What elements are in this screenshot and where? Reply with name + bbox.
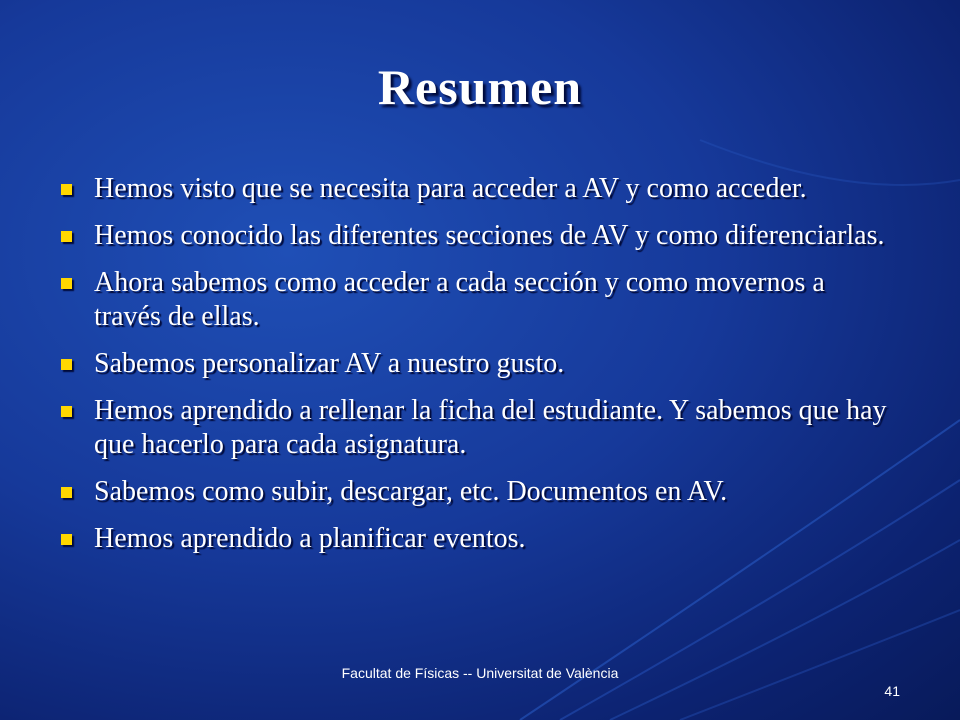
bullet-text: Sabemos personalizar AV a nuestro gusto. <box>94 348 565 379</box>
bullet-item <box>58 219 898 253</box>
bullet-item <box>58 266 898 334</box>
square-bullet-icon <box>61 359 72 370</box>
square-bullet-icon <box>61 406 72 417</box>
square-bullet-icon <box>61 184 72 195</box>
bullet-item <box>58 394 898 462</box>
page-number: 41 <box>884 683 900 699</box>
bullet-item <box>58 475 898 509</box>
bullet-text: Ahora sabemos como acceder a cada sección y como movernos a través de ellas. <box>94 267 825 332</box>
square-bullet-icon <box>61 534 72 545</box>
bullet-text: Hemos aprendido a planificar eventos. <box>94 523 526 554</box>
bullet-text: Hemos visto que se necesita para acceder a AV y como acceder. <box>94 173 807 204</box>
bullet-text: Sabemos como subir, descargar, etc. Documentos en AV. <box>94 476 728 507</box>
bullet-item <box>58 347 898 381</box>
slide-title: Resumen <box>377 59 583 115</box>
bullet-list <box>58 172 898 569</box>
bullet-text: Hemos aprendido a rellenar la ficha del estudiante. Y sabemos que hay que hacerlo para cada asignatura. <box>94 395 887 460</box>
slide-footer: Facultat de Físicas -- Universitat de València <box>341 665 619 681</box>
square-bullet-icon <box>61 231 72 242</box>
bullet-text: Hemos conocido las diferentes secciones de AV y como diferenciarlas. <box>94 220 885 251</box>
bullet-item <box>58 522 898 556</box>
bullet-item <box>58 172 898 206</box>
square-bullet-icon <box>61 278 72 289</box>
square-bullet-icon <box>61 487 72 498</box>
